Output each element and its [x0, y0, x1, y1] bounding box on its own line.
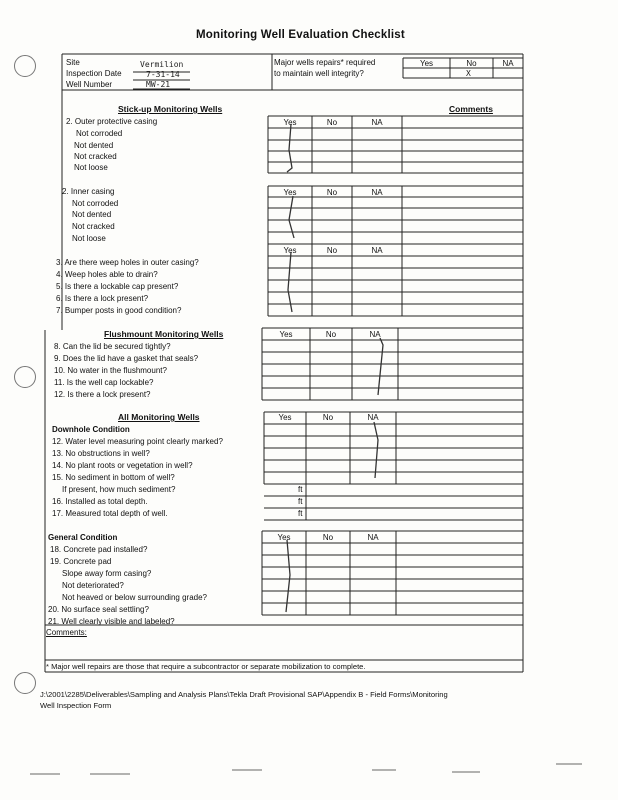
general-question: 18. Concrete pad installed? [50, 545, 148, 554]
inner-item: Not loose [72, 234, 106, 243]
outer-item: Not cracked [74, 152, 117, 161]
inspection-date-label: Inspection Date [66, 69, 122, 78]
outer-item: Not loose [74, 163, 108, 172]
repairs-yes-header: Yes [419, 59, 434, 68]
file-path-line1: J:\2001\2285\Deliverables\Sampling and Analysis Plans\Tekla Draft Provisional SAP\Appendix B - Field Forms\Monitoring [40, 690, 448, 699]
outer-yes-header: Yes [283, 118, 297, 127]
outer-casing-label: 2. Outer protective casing [66, 117, 158, 126]
outer-na-header: NA [371, 118, 383, 127]
flush-question: 11. Is the well cap lockable? [54, 378, 154, 387]
q3-na-header: NA [371, 246, 383, 255]
general-question: 20. No surface seal settling? [48, 605, 149, 614]
repairs-na-header: NA [502, 59, 514, 68]
outer-no-header: No [326, 118, 338, 127]
general-question: 21. Well clearly visible and labeled? [48, 617, 175, 626]
all-na-header: NA [367, 413, 379, 422]
repairs-no-header: No [466, 59, 477, 68]
all-question: 14. No plant roots or vegetation in well? [52, 461, 193, 470]
general-question: Slope away form casing? [62, 569, 152, 578]
all-question: 13. No obstructions in well? [52, 449, 150, 458]
all-wells-heading: All Monitoring Wells [118, 412, 200, 422]
stickup-question: 6. Is there a lock present? [56, 294, 149, 303]
stickup-question: 4. Weep holes able to drain? [56, 270, 158, 279]
all-question: 12. Water level measuring point clearly marked? [52, 437, 223, 446]
general-question: Not deteriorated? [62, 581, 124, 590]
file-path-line2: Well Inspection Form [40, 701, 112, 710]
well-number-value: MW-21 [146, 80, 171, 89]
inner-casing-label: 2. Inner casing [62, 187, 115, 196]
inspection-date-value: 7-31-14 [146, 70, 180, 79]
all-no-header: No [322, 413, 334, 422]
comments-label: Comments: [46, 628, 87, 637]
all-yes-header: Yes [278, 413, 292, 422]
all-question: 15. No sediment in bottom of well? [52, 473, 175, 482]
repairs-question-line2: to maintain well integrity? [274, 69, 364, 78]
flush-no-header: No [325, 330, 337, 339]
general-na-header: NA [367, 533, 379, 542]
page-title: Monitoring Well Evaluation Checklist [196, 29, 405, 41]
q3-yes-header: Yes [283, 246, 297, 255]
sediment-unit: ft [298, 485, 303, 494]
q3-no-header: No [326, 246, 338, 255]
flush-question: 10. No water in the flushmount? [54, 366, 167, 375]
general-question: Not heaved or below surrounding grade? [62, 593, 207, 602]
site-label: Site [66, 58, 80, 67]
repairs-question-line1: Major wells repairs* required [274, 58, 376, 67]
inner-na-header: NA [371, 188, 383, 197]
general-yes-header: Yes [277, 533, 291, 542]
all-question: 16. Installed as total depth. [52, 497, 148, 506]
flushmount-heading: Flushmount Monitoring Wells [104, 329, 224, 339]
inner-no-header: No [326, 188, 338, 197]
general-question: 19. Concrete pad [50, 557, 112, 566]
flush-question: 9. Does the lid have a gasket that seals? [54, 354, 199, 363]
flush-na-header: NA [369, 330, 381, 339]
flush-question: 12. Is there a lock present? [54, 390, 151, 399]
stickup-question: 3. Are there weep holes in outer casing? [56, 258, 199, 267]
repairs-no-mark: X [466, 69, 471, 78]
measured-depth-unit: ft [298, 509, 303, 518]
inner-item: Not corroded [72, 199, 119, 208]
all-question: If present, how much sediment? [62, 485, 176, 494]
general-no-header: No [322, 533, 334, 542]
downhole-label: Downhole Condition [52, 425, 130, 434]
all-question: 17. Measured total depth of well. [52, 509, 168, 518]
inner-item: Not dented [72, 210, 112, 219]
outer-item: Not corroded [76, 129, 123, 138]
well-number-label: Well Number [66, 80, 113, 89]
inner-yes-header: Yes [283, 188, 297, 197]
footnote: * Major well repairs are those that require a subcontractor or separate mobilization to complete. [46, 662, 366, 671]
stickup-question: 7. Bumper posts in good condition? [56, 306, 182, 315]
outer-item: Not dented [74, 141, 114, 150]
site-value: Vermilion [140, 60, 184, 69]
comments-heading: Comments [449, 104, 493, 114]
flush-yes-header: Yes [279, 330, 293, 339]
general-condition-label: General Condition [48, 533, 118, 542]
stickup-heading: Stick-up Monitoring Wells [118, 104, 223, 114]
installed-depth-unit: ft [298, 497, 303, 506]
inner-item: Not cracked [72, 222, 115, 231]
flush-question: 8. Can the lid be secured tightly? [54, 342, 171, 351]
stickup-question: 5. Is there a lockable cap present? [56, 282, 179, 291]
